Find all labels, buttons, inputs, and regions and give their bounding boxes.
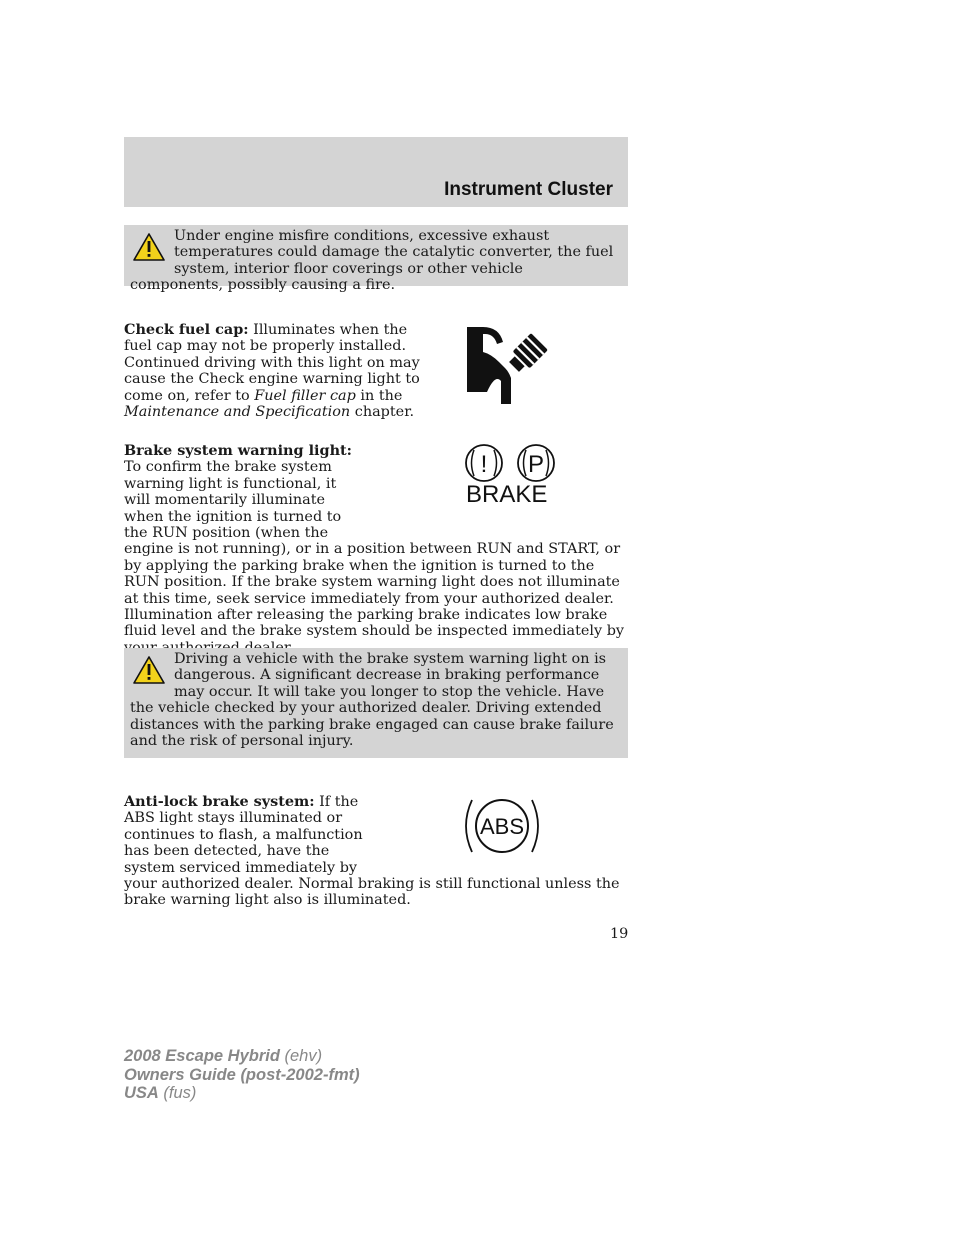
warning-text: Driving a vehicle with the brake system warning light on is dangerous. A significant decrease in braking performance may occur. It will take you longer to stop the vehicle. Have the vehicle checked by your authorized dealer. Driving extended distances with the parking brake engaged can cause brake failure and the risk of personal injury. bbox=[130, 651, 614, 750]
footer-guide: Owners Guide (post-2002-fmt) bbox=[124, 1065, 360, 1084]
warning-text: Under engine misfire conditions, excessive exhaust temperatures could damage the catalytic converter, the fuel system, interior floor coverings or other vehicle components, possibly causing a fire. bbox=[130, 228, 614, 294]
brake-excl-text: ! bbox=[480, 451, 488, 478]
fuel-cap-paragraph bbox=[124, 322, 424, 420]
warning-triangle-icon bbox=[132, 655, 166, 685]
fuel-filler-cap-reference: Fuel filler cap bbox=[254, 387, 356, 404]
abs-icon-text: ABS bbox=[479, 814, 525, 839]
footer-model: 2008 Escape Hybrid bbox=[124, 1047, 280, 1065]
footer-market: USA bbox=[124, 1084, 159, 1102]
warning-box-misfire bbox=[124, 225, 628, 294]
brake-system-label-spacer: Brake system warning light: bbox=[124, 442, 352, 459]
brake-system-text: To confirm the brake system warning light is functional, it will momentarily illuminate when the ignition is turned to the RUN position (when the engine is not running), or in a position between RUN and START, or by applying the parking brake when the ignition is turned to the RUN position. If the brake system warning light does not illuminate at this time, seek service immediately from your authorized dealer. Illumination after releasing the parking brake indicates low brake fluid level and the brake system should be inspected immediately by bbox=[124, 459, 625, 640]
footer-model-code: (ehv) bbox=[279, 1047, 323, 1065]
section-header bbox=[124, 137, 628, 207]
footer-market-code: (fus) bbox=[158, 1084, 197, 1102]
fuel-cap-label: Check fuel cap: bbox=[124, 321, 249, 338]
fuel-cap-text-1: Illuminates when the fuel cap may not be properly installed. Continued driving with this light on may cause the Check engine warning light to come on, refer to bbox=[124, 322, 420, 404]
warning-box-brake bbox=[124, 648, 628, 758]
fuel-cap-text-2: in the bbox=[355, 387, 403, 404]
brake-warning-icon bbox=[463, 443, 559, 483]
warning-triangle-icon bbox=[132, 232, 166, 262]
page-number: 19 bbox=[610, 926, 629, 942]
abs-text: If the ABS light stays illuminated or continues to flash, a malfunction has been detected, have the system serviced immediately by your authorized dealer. Normal braking is still functional unless the brake warning light also is illuminated. bbox=[124, 794, 620, 909]
section-title: Instrument Cluster bbox=[444, 179, 613, 200]
fuel-cap-icon bbox=[463, 324, 559, 406]
brake-icon-label: BRAKE bbox=[466, 481, 548, 508]
fuel-cap-text-3: chapter. bbox=[350, 404, 415, 421]
abs-paragraph bbox=[124, 794, 628, 909]
document-footer bbox=[124, 1047, 360, 1103]
abs-label: Anti-lock brake system: bbox=[124, 793, 315, 810]
maintenance-chapter-reference: Maintenance and Specification bbox=[124, 404, 351, 421]
abs-warning-icon bbox=[462, 794, 542, 858]
brake-p-text: P bbox=[527, 451, 545, 478]
